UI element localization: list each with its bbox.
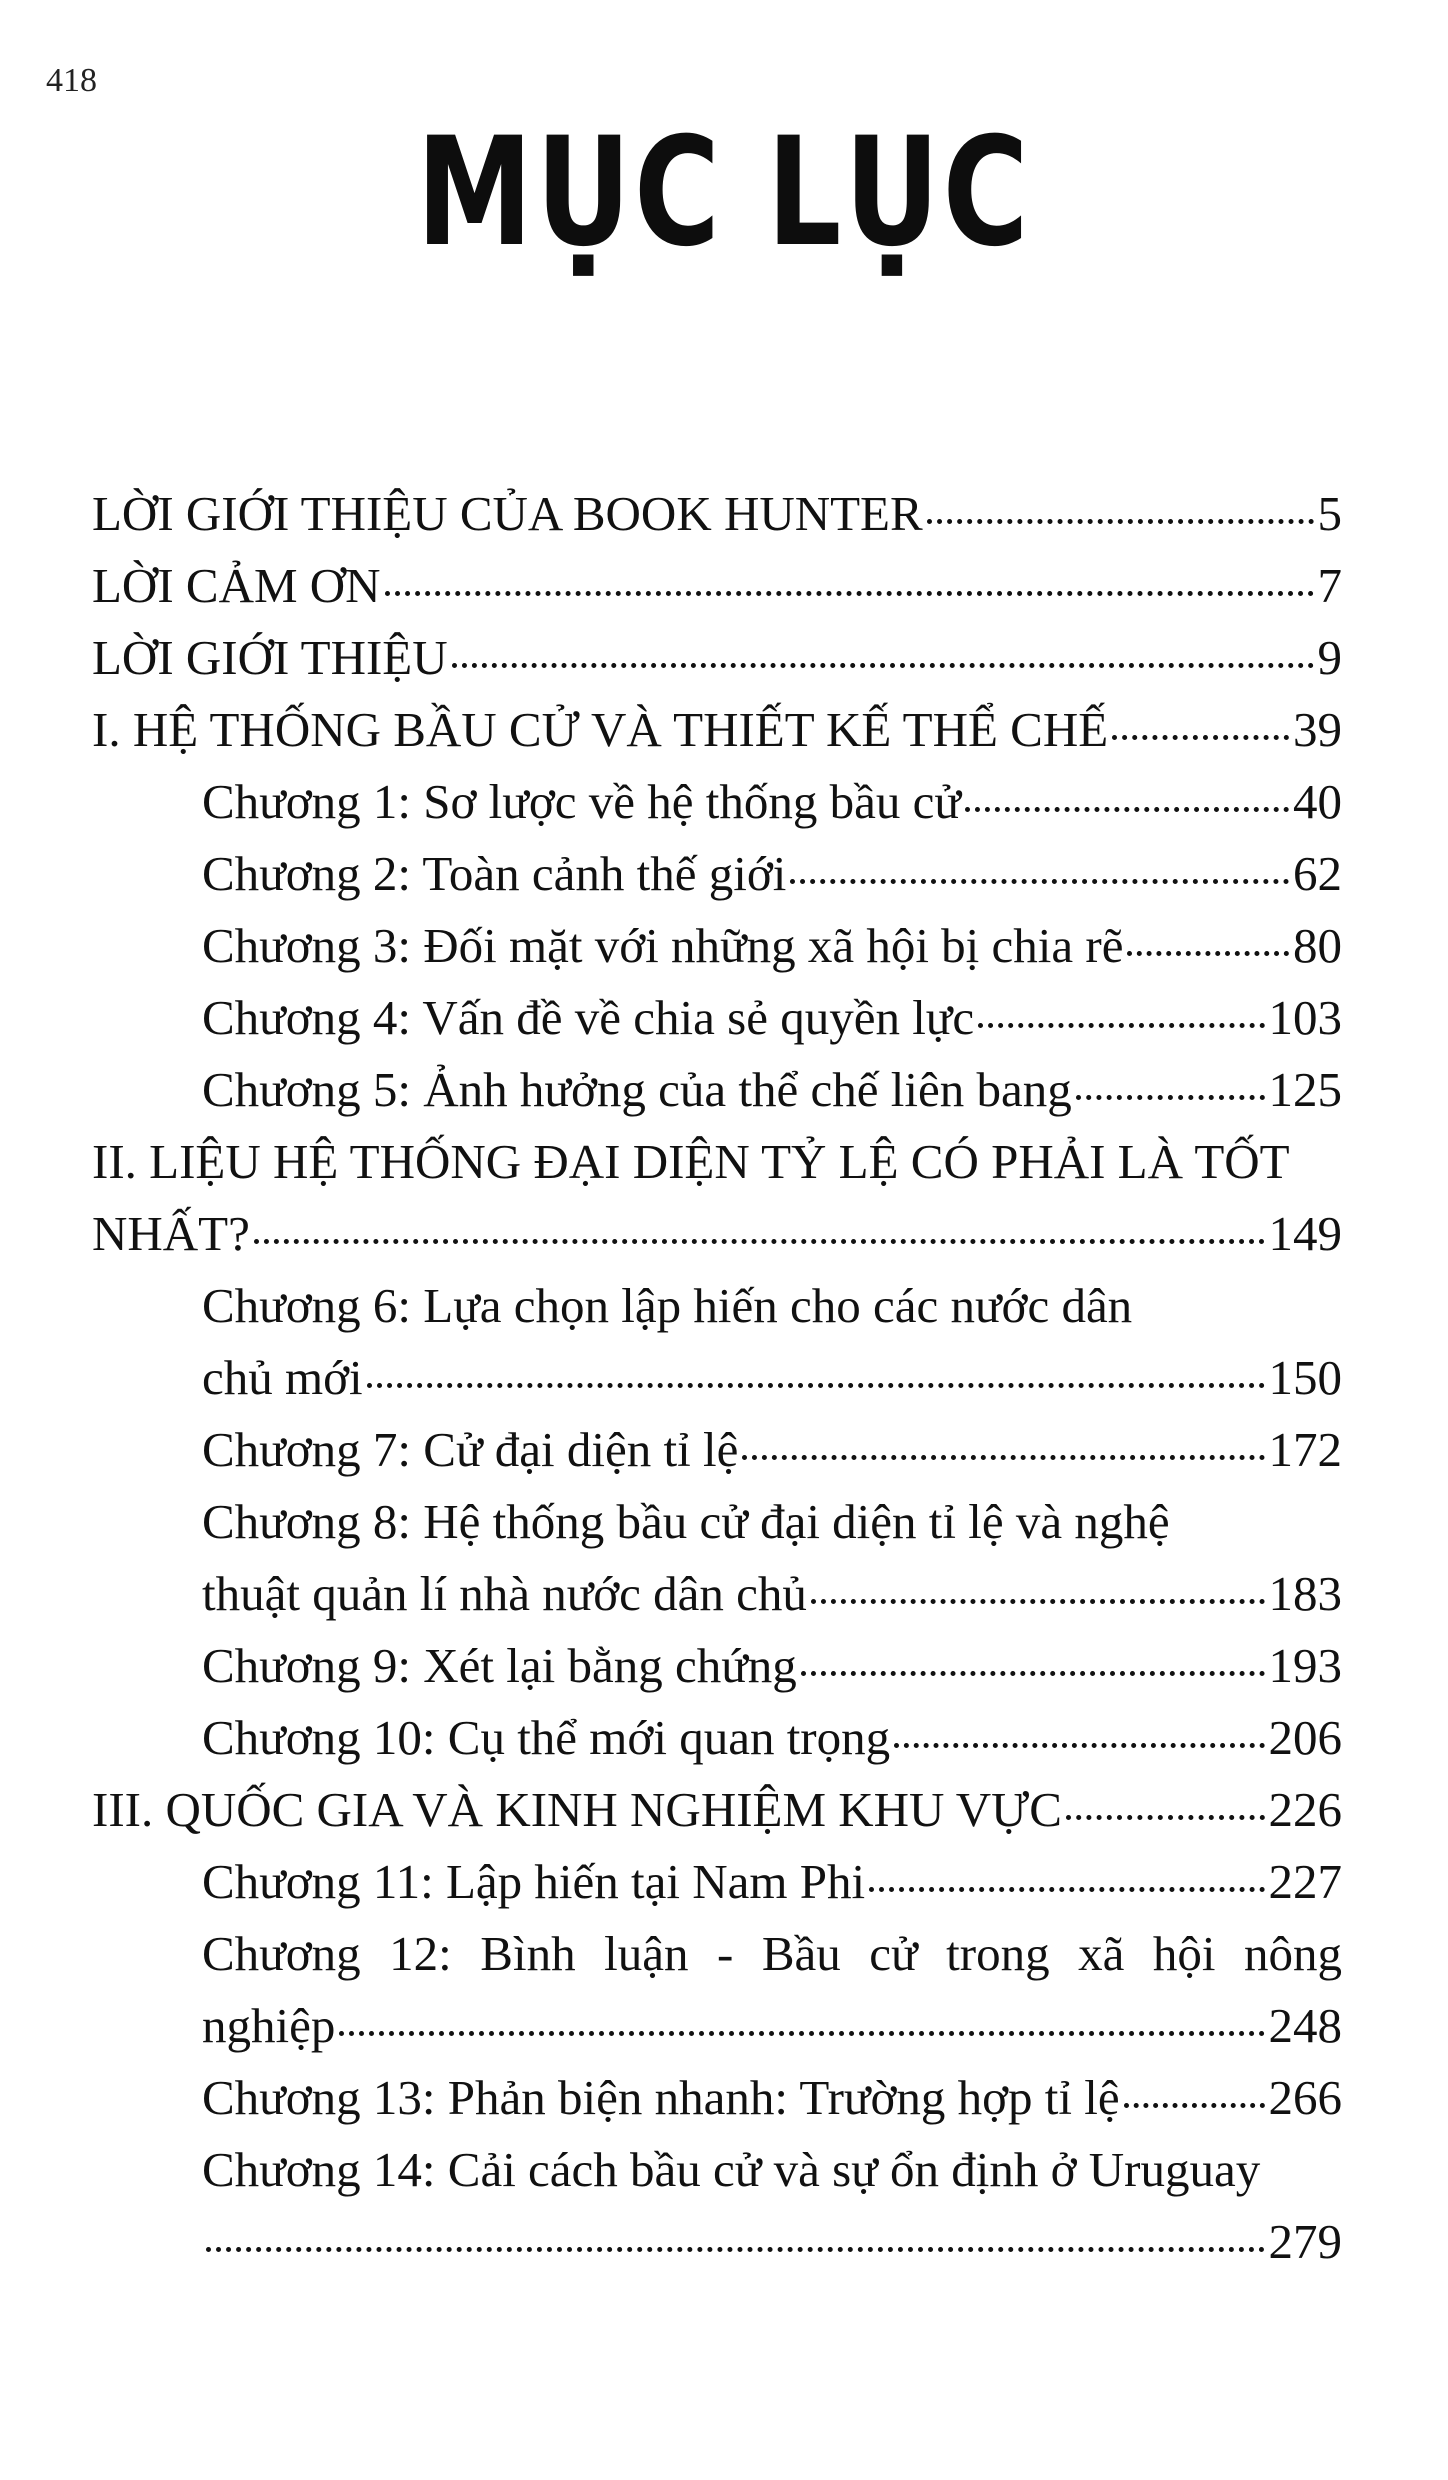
toc-entry-page: 248 xyxy=(1268,1998,1342,2053)
toc-entry[interactable] xyxy=(92,838,1342,910)
toc-entry-page: 193 xyxy=(1268,1638,1342,1693)
toc-entry-title-line: chủ mới xyxy=(202,1350,363,1405)
toc-entry-title: III. QUỐC GIA VÀ KINH NGHIỆM KHU VỰC xyxy=(92,1782,1062,1837)
toc-entry-title-line: Chương 12: Bình luận - Bầu cử trong xã hội nông xyxy=(202,1926,1342,1981)
toc-entry[interactable] xyxy=(92,982,1342,1054)
toc-entry-page: 279 xyxy=(1268,2214,1342,2269)
toc-entry-title: Chương 10: Cụ thể mới quan trọng xyxy=(202,1710,891,1765)
toc-entry-title: Chương 1: Sơ lược về hệ thống bầu cử xyxy=(202,774,961,829)
toc-entry-page: 149 xyxy=(1268,1206,1342,1261)
toc-entry-title: Chương 5: Ảnh hưởng của thể chế liên bang xyxy=(202,1062,1072,1117)
leader-dots xyxy=(1127,951,1289,956)
toc-entry[interactable] xyxy=(92,2134,1342,2278)
toc-entry-title: Chương 13: Phản biện nhanh: Trường hợp tỉ lệ xyxy=(202,2070,1120,2125)
toc-entry-title: Chương 2: Toàn cảnh thế giới xyxy=(202,846,787,901)
page-title: MỤC LỤC xyxy=(416,106,1032,280)
toc-entry-page: 183 xyxy=(1268,1566,1342,1621)
leader-dots xyxy=(811,1599,1265,1604)
toc-entry-page: 125 xyxy=(1268,1062,1342,1117)
toc-entry[interactable] xyxy=(92,1702,1342,1774)
toc-entry-page: 40 xyxy=(1293,774,1342,829)
toc-entry[interactable] xyxy=(92,1414,1342,1486)
leader-dots xyxy=(927,519,1314,524)
toc-entry-page: 39 xyxy=(1293,702,1342,757)
toc-entry[interactable] xyxy=(92,1054,1342,1126)
toc-entry-title: LỜI CẢM ƠN xyxy=(92,558,381,613)
toc-entry-page: 62 xyxy=(1293,846,1342,901)
leader-dots xyxy=(254,1239,1265,1244)
leader-dots xyxy=(801,1671,1265,1676)
toc-entry-page: 266 xyxy=(1268,2070,1342,2125)
toc-entry-page: 103 xyxy=(1268,990,1342,1045)
toc-entry-title: LỜI GIỚI THIỆU CỦA BOOK HUNTER xyxy=(92,486,923,541)
leader-dots xyxy=(385,591,1314,596)
toc-entry[interactable] xyxy=(92,478,1342,550)
leader-dots xyxy=(742,1455,1264,1460)
toc-entry-title: I. HỆ THỐNG BẦU CỬ VÀ THIẾT KẾ THỂ CHẾ xyxy=(92,702,1109,757)
toc-entry[interactable] xyxy=(92,550,1342,622)
toc-entry[interactable] xyxy=(92,2062,1342,2134)
toc-entry-page: 9 xyxy=(1317,630,1342,685)
toc-entry-page: 206 xyxy=(1268,1710,1342,1765)
toc-entry-page: 7 xyxy=(1317,558,1342,613)
toc-entry-page: 80 xyxy=(1293,918,1342,973)
leader-dots xyxy=(206,2247,1265,2252)
leader-dots xyxy=(367,1383,1265,1388)
toc-entry-page: 172 xyxy=(1268,1422,1342,1477)
toc-entry-title: LỜI GIỚI THIỆU xyxy=(92,630,448,685)
toc-entry[interactable] xyxy=(92,1918,1342,2062)
toc-entry-title-line: nghiệp xyxy=(202,1998,336,2053)
toc-entry[interactable] xyxy=(92,1774,1342,1846)
toc-entry[interactable] xyxy=(92,1630,1342,1702)
toc-entry[interactable] xyxy=(92,766,1342,838)
toc-entry-title-line: Chương 6: Lựa chọn lập hiến cho các nước dân xyxy=(202,1278,1133,1333)
toc-entry[interactable] xyxy=(92,1126,1342,1270)
leader-dots xyxy=(869,1887,1264,1892)
leader-dots xyxy=(339,2031,1264,2036)
leader-dots xyxy=(894,1743,1264,1748)
toc-entry-page: 226 xyxy=(1268,1782,1342,1837)
leader-dots xyxy=(1112,735,1289,740)
toc-entry-title: Chương 11: Lập hiến tại Nam Phi xyxy=(202,1854,866,1909)
table-of-contents xyxy=(92,478,1342,2278)
toc-entry[interactable] xyxy=(92,1846,1342,1918)
toc-entry[interactable] xyxy=(92,1486,1342,1630)
toc-entry-title: Chương 9: Xét lại bằng chứng xyxy=(202,1638,797,1693)
toc-entry-title-line: Chương 8: Hệ thống bầu cử đại diện tỉ lệ và nghệ xyxy=(202,1494,1170,1549)
toc-entry-title: Chương 3: Đối mặt với những xã hội bị chia rẽ xyxy=(202,918,1124,973)
leader-dots xyxy=(965,807,1289,812)
toc-entry[interactable] xyxy=(92,1270,1342,1414)
toc-entry-title-line: II. LIỆU HỆ THỐNG ĐẠI DIỆN TỶ LỆ CÓ PHẢI LÀ TỐT xyxy=(92,1134,1290,1189)
toc-entry-title: Chương 4: Vấn đề về chia sẻ quyền lực xyxy=(202,990,975,1045)
leader-dots xyxy=(452,663,1314,668)
toc-entry[interactable] xyxy=(92,622,1342,694)
leader-dots xyxy=(1076,1095,1265,1100)
leader-dots xyxy=(1124,2103,1265,2108)
toc-entry-page: 5 xyxy=(1317,486,1342,541)
leader-dots xyxy=(978,1023,1264,1028)
toc-entry[interactable] xyxy=(92,910,1342,982)
toc-entry[interactable] xyxy=(92,694,1342,766)
toc-entry-page: 227 xyxy=(1268,1854,1342,1909)
toc-entry-title: Chương 7: Cử đại diện tỉ lệ xyxy=(202,1422,739,1477)
toc-entry-page: 150 xyxy=(1268,1350,1342,1405)
toc-entry-title-line: NHẤT? xyxy=(92,1206,250,1261)
leader-dots xyxy=(790,879,1289,884)
leader-dots xyxy=(1066,1815,1265,1820)
toc-entry-title-line: Chương 14: Cải cách bầu cử và sự ổn định ở Uruguay xyxy=(202,2142,1261,2197)
toc-entry-title-line: thuật quản lí nhà nước dân chủ xyxy=(202,1566,807,1621)
page-number: 418 xyxy=(46,62,97,99)
